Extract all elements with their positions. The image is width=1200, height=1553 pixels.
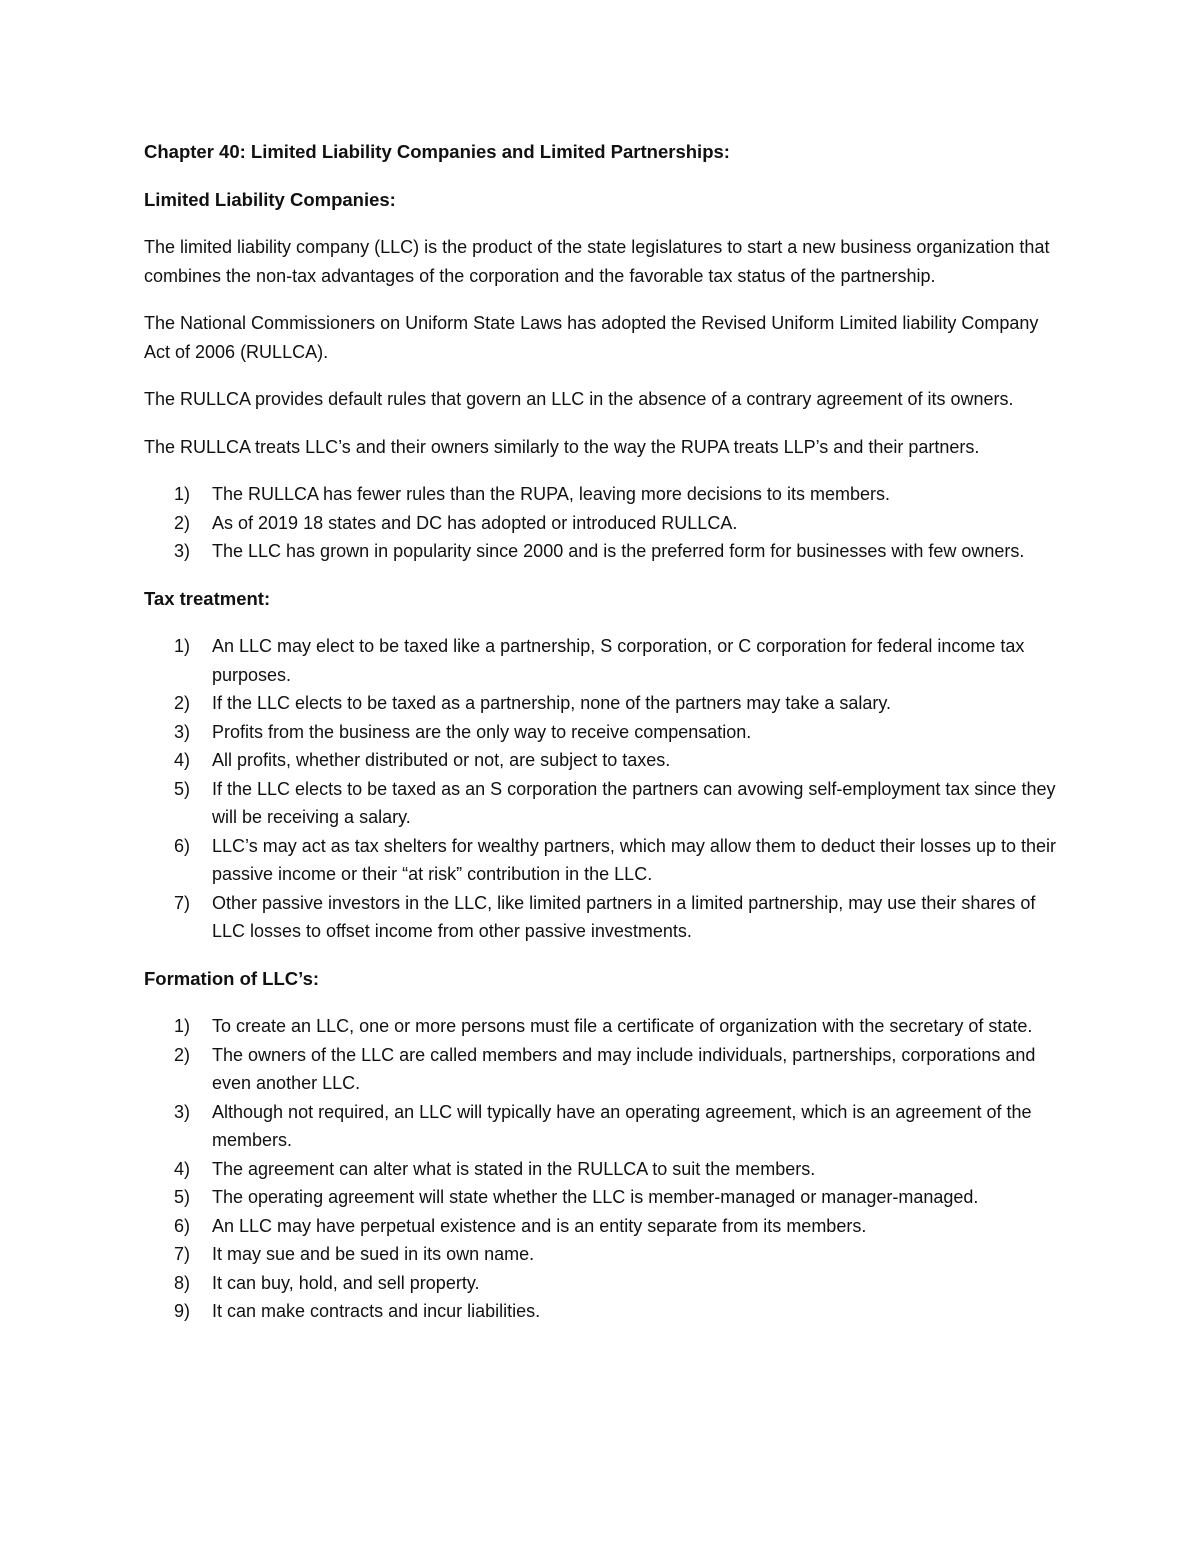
list-text: The LLC has grown in popularity since 2000 and is the preferred form for businesses with few owners. (212, 541, 1025, 561)
list-item (144, 509, 1062, 538)
list-item (144, 689, 1062, 718)
list-item (144, 1212, 1062, 1241)
list-number: 4) (174, 750, 191, 770)
list-number: 2) (174, 693, 191, 713)
list-text: The agreement can alter what is stated in the RULLCA to suit the members. (212, 1158, 816, 1179)
list-text: All profits, whether distributed or not, are subject to taxes. (212, 750, 671, 770)
list-text: The owners of the LLC are called members and may include individuals, partnerships, corporations and even another LLC. (212, 1044, 1036, 1093)
list-item (144, 1155, 1062, 1184)
list-number: 5) (174, 1187, 191, 1207)
list-text: The RULLCA has fewer rules than the RUPA, leaving more decisions to its members. (212, 484, 890, 504)
list-item (144, 718, 1062, 747)
list-item (144, 1012, 1062, 1041)
list-text: It can buy, hold, and sell property. (212, 1272, 480, 1293)
list-text: Profits from the business are the only way to receive compensation. (212, 721, 752, 742)
list-number: 2) (174, 1044, 191, 1065)
list-text: LLC’s may act as tax shelters for wealthy partners, which may allow them to deduct their losses up to their passive income or their “at risk” contribution in the LLC. (212, 835, 1057, 884)
document-page (144, 138, 1062, 1345)
list-text: An LLC may have perpetual existence and is an entity separate from its members. (212, 1215, 867, 1236)
list-number: 1) (174, 1016, 191, 1036)
list-text: It may sue and be sued in its own name. (212, 1244, 535, 1264)
list-text: Although not required, an LLC will typically have an operating agreement, which is an agreement of the members. (212, 1101, 1032, 1150)
list-number: 9) (174, 1301, 191, 1321)
list-item (144, 832, 1062, 889)
chapter-title: Chapter 40: Limited Liability Companies and Limited Partnerships: (144, 141, 730, 162)
list-number: 7) (174, 892, 191, 913)
list-text: The operating agreement will state whether the LLC is member-managed or manager-managed. (212, 1187, 979, 1207)
list-number: 6) (174, 835, 191, 856)
list-text: As of 2019 18 states and DC has adopted or introduced RULLCA. (212, 512, 738, 533)
list-number: 6) (174, 1215, 191, 1236)
list-number: 4) (174, 1158, 191, 1179)
list-number: 3) (174, 541, 191, 561)
paragraph: The National Commissioners on Uniform State Laws has adopted the Revised Uniform Limited liability Company Act of 2006 (RULLCA). (144, 313, 1039, 362)
list-item (144, 480, 1062, 509)
list-number: 3) (174, 721, 191, 742)
section-heading-llc: Limited Liability Companies: (144, 188, 396, 210)
list-item (144, 775, 1062, 832)
list-text: Other passive investors in the LLC, like limited partners in a limited partnership, may use their shares of LLC losses to offset income from other passive investments. (212, 892, 1036, 941)
list-text: An LLC may elect to be taxed like a partnership, S corporation, or C corporation for federal income tax purposes. (212, 636, 1025, 685)
list-item (144, 537, 1062, 566)
formation-list (144, 1012, 1062, 1326)
list-item (144, 1269, 1062, 1298)
tax-treatment-list (144, 632, 1062, 946)
list-number: 3) (174, 1101, 191, 1122)
section-heading-formation: Formation of LLC’s: (144, 967, 320, 989)
llc-overview-list (144, 480, 1062, 566)
list-item (144, 1240, 1062, 1269)
list-number: 2) (174, 512, 191, 533)
paragraph: The RULLCA treats LLC’s and their owners similarly to the way the RUPA treats LLP’s and their partners. (144, 436, 980, 457)
section-heading-tax-treatment: Tax treatment: (144, 587, 271, 609)
list-number: 8) (174, 1272, 191, 1293)
list-item (144, 1297, 1062, 1326)
list-text: It can make contracts and incur liabilities. (212, 1301, 541, 1321)
list-text: To create an LLC, one or more persons must file a certificate of organization with the secretary of state. (212, 1016, 1033, 1036)
list-number: 5) (174, 778, 191, 799)
list-item (144, 889, 1062, 946)
list-text: If the LLC elects to be taxed as an S corporation the partners can avowing self-employment tax since they will be receiving a salary. (212, 778, 1056, 827)
paragraph: The limited liability company (LLC) is the product of the state legislatures to start a new business organization that combines the non-tax advantages of the corporation and the favorable tax status of the partnership. (144, 237, 1050, 286)
list-number: 7) (174, 1244, 191, 1264)
list-text: If the LLC elects to be taxed as a partnership, none of the partners may take a salary. (212, 693, 892, 713)
list-number: 1) (174, 636, 191, 656)
list-item (144, 1183, 1062, 1212)
list-item (144, 746, 1062, 775)
list-item (144, 632, 1062, 689)
list-item (144, 1098, 1062, 1155)
list-item (144, 1041, 1062, 1098)
list-number: 1) (174, 484, 191, 504)
paragraph: The RULLCA provides default rules that govern an LLC in the absence of a contrary agreement of its owners. (144, 389, 1014, 409)
